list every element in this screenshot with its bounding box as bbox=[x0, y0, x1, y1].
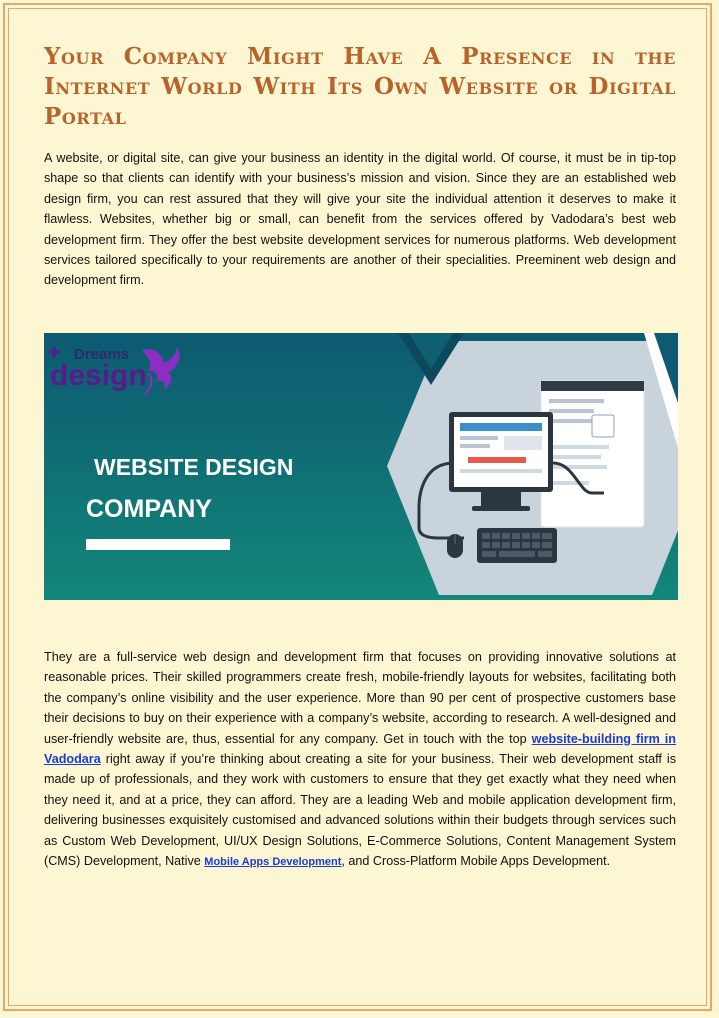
bird-icon bbox=[142, 347, 180, 389]
link-website-building-firm[interactable]: website-building firm in Vadodara bbox=[44, 731, 676, 767]
mouse-icon bbox=[447, 534, 463, 558]
browser-window-icon bbox=[541, 381, 644, 527]
hero-underline-bar bbox=[86, 539, 230, 550]
dreams-design-logo bbox=[47, 345, 180, 395]
page-title: Your Company Might Have A Presence in the Internet World With Its Own Website or Digital Portal bbox=[44, 43, 676, 130]
services-paragraph: They are a full-service web design and development firm that focuses on providing innovative solutions at reasonable prices. Their skilled programmers create fresh, mobile-friendly layouts for websites, facilitating both the company’s online visibility and the user experience. More than 90 per cent of prospective customers base their decisions to buy on their experience with a company’s website, according to research. A well-designed and user-friendly website are, thus, essential for any company. Get in touch with the top website-building firm in Vadodara right away if you’re thinking about creating a site for your business. Their web development staff is made up of professionals, and they work with customers to ensure that they get exactly what they need when they need it, and at a price, they can afford. They are a leading Web and mobile application development firm, delivering businesses exquisitely customised and advanced solutions within their budgets through services such as Custom Web Development, UI/UX Design Solutions, E-Commerce Solutions, Content Management System (CMS) Development, Native Mobile Apps Development, and Cross-Platform Mobile Apps Development. bbox=[44, 650, 676, 869]
hero-banner-image bbox=[44, 333, 678, 600]
keyboard-icon bbox=[477, 528, 557, 563]
hero-headline-line1: WEBSITE DESIGN bbox=[94, 454, 294, 480]
hero-headline-line2: COMPANY bbox=[86, 495, 212, 523]
intro-paragraph: A website, or digital site, can give your business an identity in the digital world. Of course, it must be in tip-top shape so that clients can identify with your business’s mission and vision. Since they are an established web design firm, you can rest assured that they will give your site the individual attention it deserves to make it flawless. Websites, whether big or small, can benefit from the services offered by Vadodara’s best web development firm. They offer the best website development services for numerous platforms. Web development services tailored specifically to your requirements are another of their specialities. Preeminent web design and development firm. bbox=[44, 151, 676, 288]
svg-text:Dreams: Dreams bbox=[74, 346, 130, 363]
svg-text:design: design bbox=[50, 359, 147, 392]
link-mobile-apps-development[interactable]: Mobile Apps Development bbox=[204, 856, 342, 869]
